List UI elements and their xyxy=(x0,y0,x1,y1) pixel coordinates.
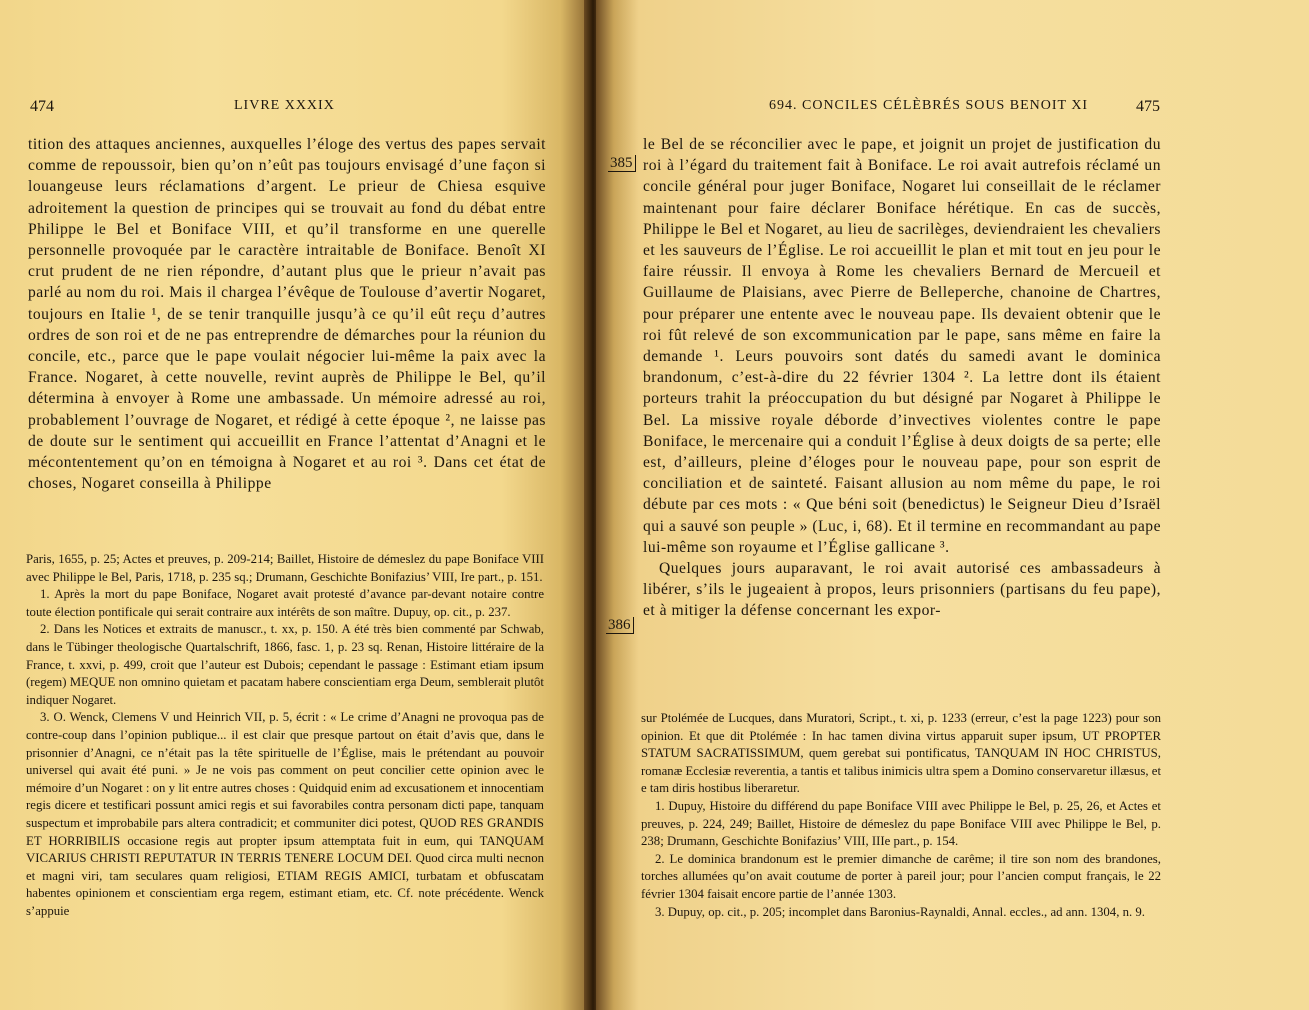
right-body-paragraph-2: Quelques jours auparavant, le roi avait autorisé ces ambassadeurs à libérer, s’ils le jugeaient à propos, leurs prisonniers (partisans du feu pape), et à mitiger la défense concernant les expor- xyxy=(643,560,1161,620)
left-footnotes xyxy=(26,551,544,920)
left-footnote-3: 3. O. Wenck, Clemens V und Heinrich VII, p. 5, écrit : « Le crime d’Anagni ne provoqua pas de contre-coup dans l’opinion publique... il est clair que presque partout on était d’avis que, dans le prisonnier d’Anagni, ce n’était pas la tête spirituelle de l’Église, mais le prétendant au pouvoir universel qui avait été puni. » Je ne vois pas comment on peut concilier cette opinion avec le mémoire d’un Nogaret : on y lit entre autres choses : Quidquid enim ad excusationem et innocentiam regis dicere et testificari possunt amici regis et sui favorabiles contra personam dicti pape, tanquam suspectum et improbabile pars altera contradicit; et communiter dici potest, QUOD RES GRANDIS ET HORRIBILIS occasione regis aut propter ipsum attemptata fuit in eum, qui TANQUAM VICARIUS CHRISTI REPUTATUR IN TERRIS TENERE LOCUM DEI. Quod circa multi necnon et magni viri, tam seculares quam religiosi, ETIAM REGIS AMICI, turbatam et obfuscatam habentes opinionem et conscientiam erga regem, estimant etiam, etc. Cf. note précédente. Wenck s’appuie xyxy=(26,710,544,918)
left-body-paragraph: tition des attaques anciennes, auxquelles l’éloge des vertus des papes servait comme de repoussoir, bien qu’on n’eût pas toujours envisagé d’une façon si louangeuse leurs réclamations d’argent. Le prieur de Chiesa esquive adroitement la question de principes qui se trouvait au fond du débat entre Philippe le Bel et Boniface VIII, et qu’il transforme en une querelle personnelle provoquée par le caractère intraitable de Boniface. Benoît XI crut prudent de ne rien répondre, d’autant plus que le prieur n’avait pas parlé au nom du roi. Mais il chargea l’évêque de Toulouse d’avertir Nogaret, toujours en Italie ¹, de se tenir tranquille jusqu’à ce qu’il eût reçu d’autres ordres de son roi et de ne pas entreprendre de démarches pour la réunion du concile, etc., parce que le pape voulait négocier lui-même la paix avec la France. Nogaret, à cette nouvelle, revint auprès de Philippe le Bel, qu’il détermina à envoyer à Rome une ambassade. Un mémoire adressé au roi, probablement l’ouvrage de Nogaret, et rédigé à cette époque ², ne laisse pas de doute sur le sentiment qui accueillit en France l’attentat d’Anagni et le mécontentement qu’on en témoigna à Nogaret et au roi ³. Dans cet état de choses, Nogaret conseilla à Philippe xyxy=(28,136,546,493)
margin-number-386: 386 xyxy=(606,617,634,634)
left-footnote-cont: Paris, 1655, p. 25; Actes et preuves, p. 209-214; Baillet, Histoire de démeslez du pape Boniface VIII avec Philippe le Bel, Paris, 1718, p. 235 sq.; Drumann, Geschichte Bonifazius’ VIII, Ire part., p. 151. xyxy=(26,552,544,584)
left-footnote-1: 1. Après la mort du pape Boniface, Nogaret avait protesté d’avance par-devant notaire contre toute élection pontificale qui serait contraire aux intérêts de son maître. Dupuy, op. cit., p. 237. xyxy=(26,587,544,619)
right-footnote-cont: sur Ptolémée de Lucques, dans Muratori, Script., t. xi, p. 1233 (erreur, c’est la page 1223) pour son opinion. Et que dit Ptolémée : In hac tamen divina virtus apparuit super ipsum, UT PROPTER STATUM SACRATISSIMUM, quem gerebat sui pontificatus, TANQUAM IN HOC CHRISTUS, romanæ Ecclesiæ reverentia, a tantis et talibus inimicis ultra spem a Domino conservaretur illæsus, et e tam diris hostibus liberaretur. xyxy=(641,711,1161,796)
right-footnote-2: 2. Le dominica brandonum est le premier dimanche de carême; il tire son nom des brandones, torches allumées qu’on avait coutume de porter à pareil jour; pour l’ancien comput français, le 22 février 1304 faisait encore partie de l’année 1303. xyxy=(641,851,1161,901)
right-footnotes xyxy=(641,710,1161,921)
right-body-text xyxy=(643,134,1161,622)
left-page xyxy=(0,0,590,1010)
right-running-head: 694. CONCILES CÉLÈBRÉS SOUS BENOIT XI xyxy=(769,98,1089,113)
right-page-number: 475 xyxy=(1136,98,1160,115)
right-footnote-3: 3. Dupuy, op. cit., p. 205; incomplet dans Baronius-Raynaldi, Annal. eccles., ad ann. 1304, n. 9. xyxy=(655,904,1145,919)
left-page-number: 474 xyxy=(30,98,54,115)
right-footnote-1: 1. Dupuy, Histoire du différend du pape Boniface VIII avec Philippe le Bel, p. 25, 26, et Actes et preuves, p. 224, 249; Baillet, Histoire de démeslez du pape Boniface VIII avec Philippe le Bel, p. 238; Drumann, Geschichte Bonifazius’ VIII, IIIe part., p. 154. xyxy=(641,798,1161,849)
margin-number-385: 385 xyxy=(608,155,636,172)
left-footnote-2: 2. Dans les Notices et extraits de manuscr., t. xx, p. 150. A été très bien commenté par Schwab, dans le Tübinger theologische Quartalschrift, 1866, fasc. 1, p. 23 sq. Renan, Histoire littéraire de la France, t. xxvi, p. 499, croit que l’auteur est Dubois; cependant le passage : Estimant etiam ipsum (regem) MEQUE non omnino quietam et pacatam habere conscientiam erga Deum, semblerait plutôt indiquer Nogaret. xyxy=(26,622,544,707)
left-running-head: LIVRE XXXIX xyxy=(234,98,335,113)
right-page xyxy=(596,0,1309,1010)
left-body-text xyxy=(28,134,546,494)
right-body-paragraph-1: le Bel de se réconcilier avec le pape, et joignit un projet de justification du roi à l’égard du traitement fait à Boniface. Le roi avait autrefois réclamé un concile général pour juger Boniface, Nogaret lui conseillait de le réclamer maintenant pour faire déclarer Boniface hérétique. En cas de succès, Philippe le Bel et Nogaret, au lieu de sacrilèges, deviendraient les chevaliers et les sauveurs de l’Église. Le roi accueillit le plan et mit tout en jeu pour le faire réussir. Il envoya à Rome les chevaliers Bernard de Mercueil et Guillaume de Plaisians, avec Pierre de Belleperche, chanoine de Chartres, pour préparer une entente avec le nouveau pape. Ils devaient obtenir que le roi fût relevé de son excommunication par le pape, sans même en faire la demande ¹. Leurs pouvoirs sont datés du samedi avant le dominica brandonum, c’est-à-dire du 22 février 1304 ². La lettre dont ils étaient porteurs trahit la préoccupation du but désigné par Nogaret à Philippe le Bel. La missive royale déborde d’invectives violentes contre le pape Boniface, le mercenaire qui a conduit l’Église à deux doigts de sa perte; elle est, d’ailleurs, pleine d’éloges pour le nouveau pape, pour son esprit de conciliation et de sainteté. Faisant allusion au nom même du pape, le roi débute par ces mots : « Que béni soit (benedictus) le Seigneur Dieu d’Israël qui a sauvé son peuple » (Luc, i, 68). Et il termine en recommandant au pape lui-même son royaume et l’Église gallicane ³. xyxy=(643,136,1161,556)
